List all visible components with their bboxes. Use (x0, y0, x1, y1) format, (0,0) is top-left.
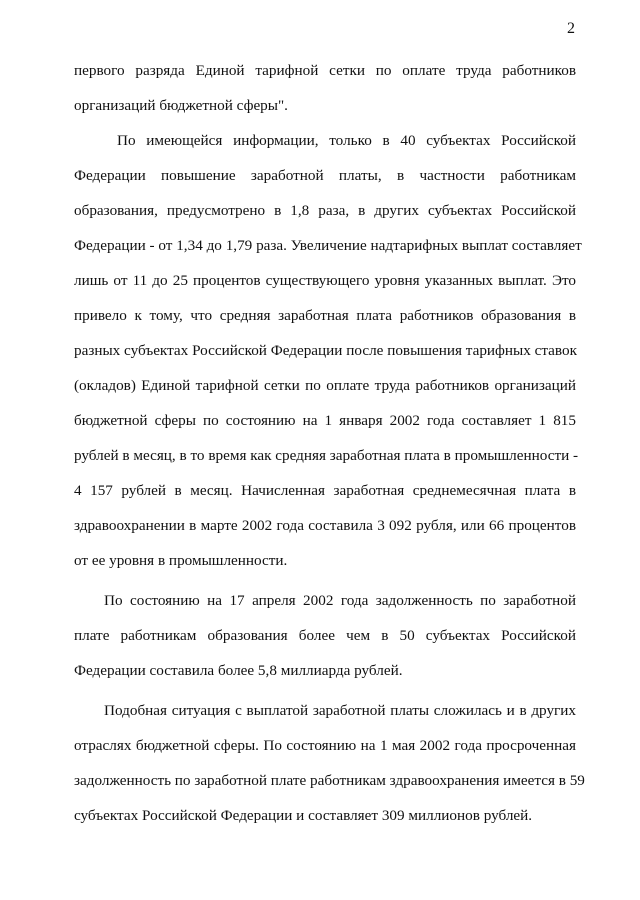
text-line: плате работникам образования более чем в 50 субъектах Российской (74, 627, 576, 644)
text-line: привело к тому, что средняя заработная плата работников образования в (74, 307, 576, 324)
text-line: здравоохранении в марте 2002 года составила 3 092 рубля, или 66 процентов (74, 517, 576, 534)
text-line: Федерации повышение заработной платы, в частности работникам (74, 167, 576, 184)
text-line: По имеющейся информации, только в 40 субъектах Российской (117, 132, 576, 149)
text-line: от ее уровня в промышленности. (74, 552, 288, 569)
text-line: организаций бюджетной сферы". (74, 97, 288, 114)
text-line: Федерации составила более 5,8 миллиарда рублей. (74, 662, 403, 679)
text-line: разных субъектах Российской Федерации после повышения тарифных ставок (74, 342, 577, 359)
text-line: отраслях бюджетной сферы. По состоянию на 1 мая 2002 года просроченная (74, 737, 576, 754)
text-line: (окладов) Единой тарифной сетки по оплате труда работников организаций (74, 377, 576, 394)
page-number: 2 (567, 20, 575, 37)
text-line: Подобная ситуация с выплатой заработной платы сложилась и в других (104, 702, 576, 719)
text-line: 4 157 рублей в месяц. Начисленная заработная среднемесячная плата в (74, 482, 576, 499)
text-line: По состоянию на 17 апреля 2002 года задолженность по заработной (104, 592, 576, 609)
text-line: субъектах Российской Федерации и составляет 309 миллионов рублей. (74, 807, 533, 824)
text-line: лишь от 11 до 25 процентов существующего уровня указанных выплат. Это (74, 272, 576, 289)
text-line: образования, предусмотрено в 1,8 раза, в других субъектах Российской (74, 202, 576, 219)
text-line: задолженность по заработной плате работникам здравоохранения имеется в 59 (74, 772, 585, 789)
text-line: рублей в месяц, в то время как средняя заработная плата в промышленности - (74, 447, 579, 464)
text-line: первого разряда Единой тарифной сетки по оплате труда работников (74, 62, 576, 79)
text-line: бюджетной сферы по состоянию на 1 января 2002 года составляет 1 815 (74, 412, 576, 429)
text-line: Федерации - от 1,34 до 1,79 раза. Увеличение надтарифных выплат составляет (74, 237, 582, 254)
